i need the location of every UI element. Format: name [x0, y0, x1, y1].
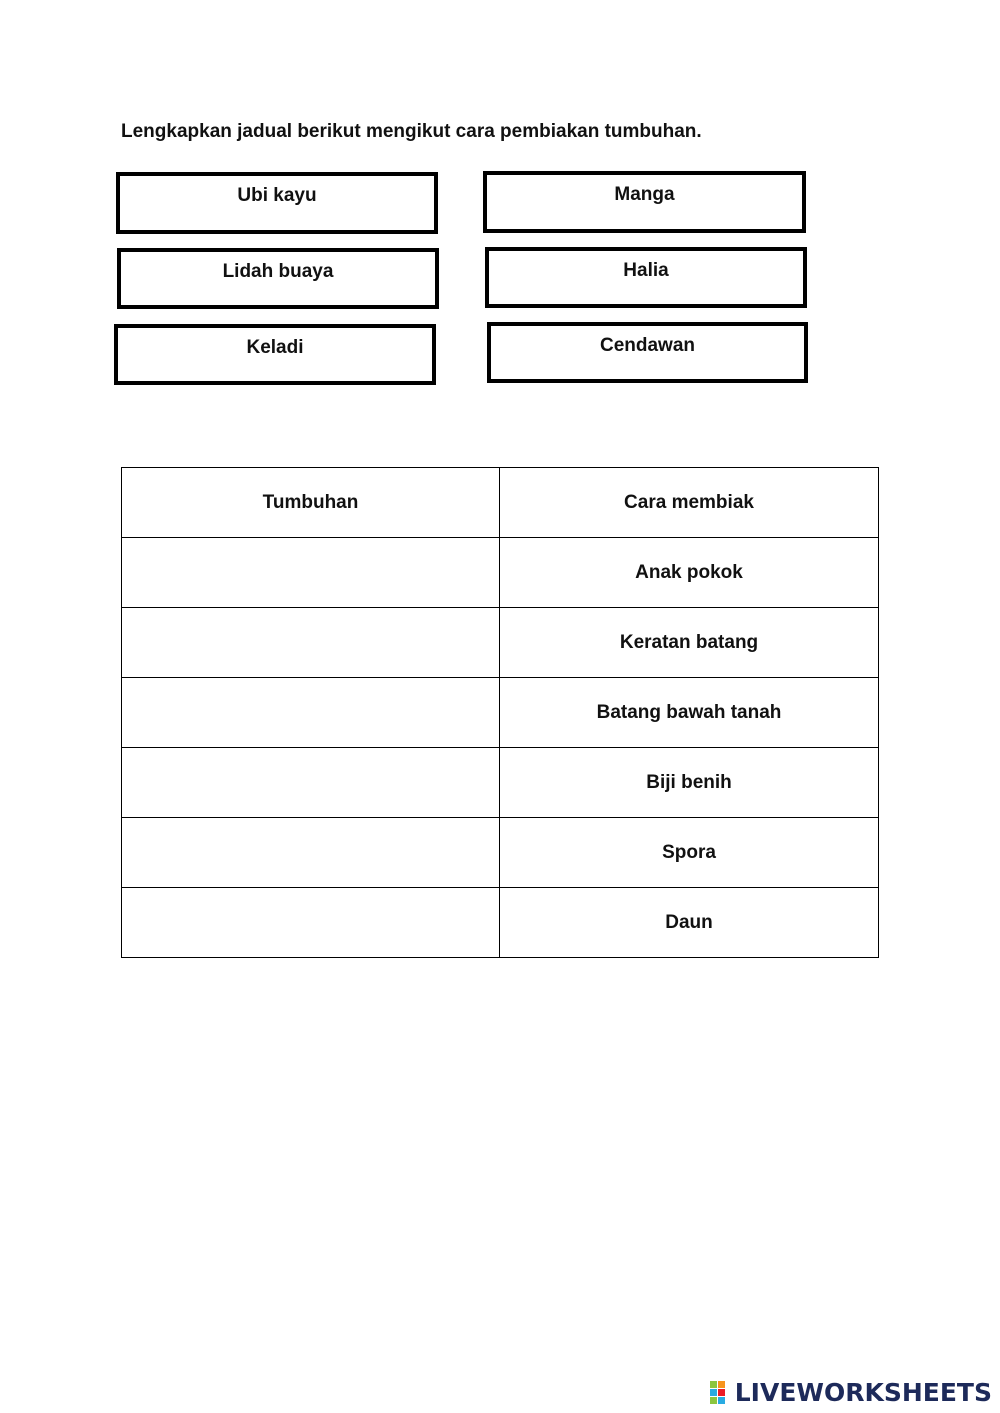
word-card-lidah-buaya[interactable] — [117, 248, 439, 309]
word-card-label: Halia — [623, 260, 669, 281]
drop-cell-tumbuhan[interactable] — [122, 608, 500, 678]
answer-table — [121, 467, 879, 958]
table-row — [122, 818, 879, 888]
word-card-label: Cendawan — [599, 335, 696, 356]
cara-membiak-cell: Spora — [500, 818, 879, 888]
table-row — [122, 888, 879, 958]
cara-membiak-cell: Anak pokok — [500, 538, 879, 608]
word-card-label: Ubi kayu — [237, 185, 317, 206]
drop-cell-tumbuhan[interactable] — [122, 538, 500, 608]
logo-text: LIVEWORKSHEETS — [734, 1378, 992, 1407]
cara-membiak-cell: Biji benih — [500, 748, 879, 818]
word-card-label: Lidah buaya — [222, 261, 334, 282]
drop-cell-tumbuhan[interactable] — [122, 818, 500, 888]
table-header-row — [122, 468, 879, 538]
cara-membiak-cell: Daun — [500, 888, 879, 958]
drop-cell-tumbuhan[interactable] — [122, 748, 500, 818]
drop-cell-tumbuhan[interactable] — [122, 678, 500, 748]
table-row — [122, 538, 879, 608]
word-card-keladi[interactable] — [114, 324, 436, 385]
liveworksheets-logo — [710, 1378, 992, 1407]
word-card-ubi-kayu[interactable] — [116, 172, 438, 234]
word-card-cendawan[interactable] — [487, 322, 808, 383]
cara-membiak-cell: Batang bawah tanah — [500, 678, 879, 748]
liveworksheets-mark-icon — [710, 1381, 732, 1405]
header-tumbuhan: Tumbuhan — [122, 468, 500, 538]
word-card-halia[interactable] — [485, 247, 807, 308]
table-row — [122, 608, 879, 678]
header-cara-membiak: Cara membiak — [500, 468, 879, 538]
table-row — [122, 678, 879, 748]
word-card-manga[interactable] — [483, 171, 806, 233]
instruction-text: Lengkapkan jadual berikut mengikut cara pembiakan tumbuhan. — [121, 121, 702, 142]
word-card-label: Keladi — [246, 337, 304, 358]
cara-membiak-cell: Keratan batang — [500, 608, 879, 678]
drop-cell-tumbuhan[interactable] — [122, 888, 500, 958]
table-row — [122, 748, 879, 818]
word-card-label: Manga — [614, 184, 675, 205]
